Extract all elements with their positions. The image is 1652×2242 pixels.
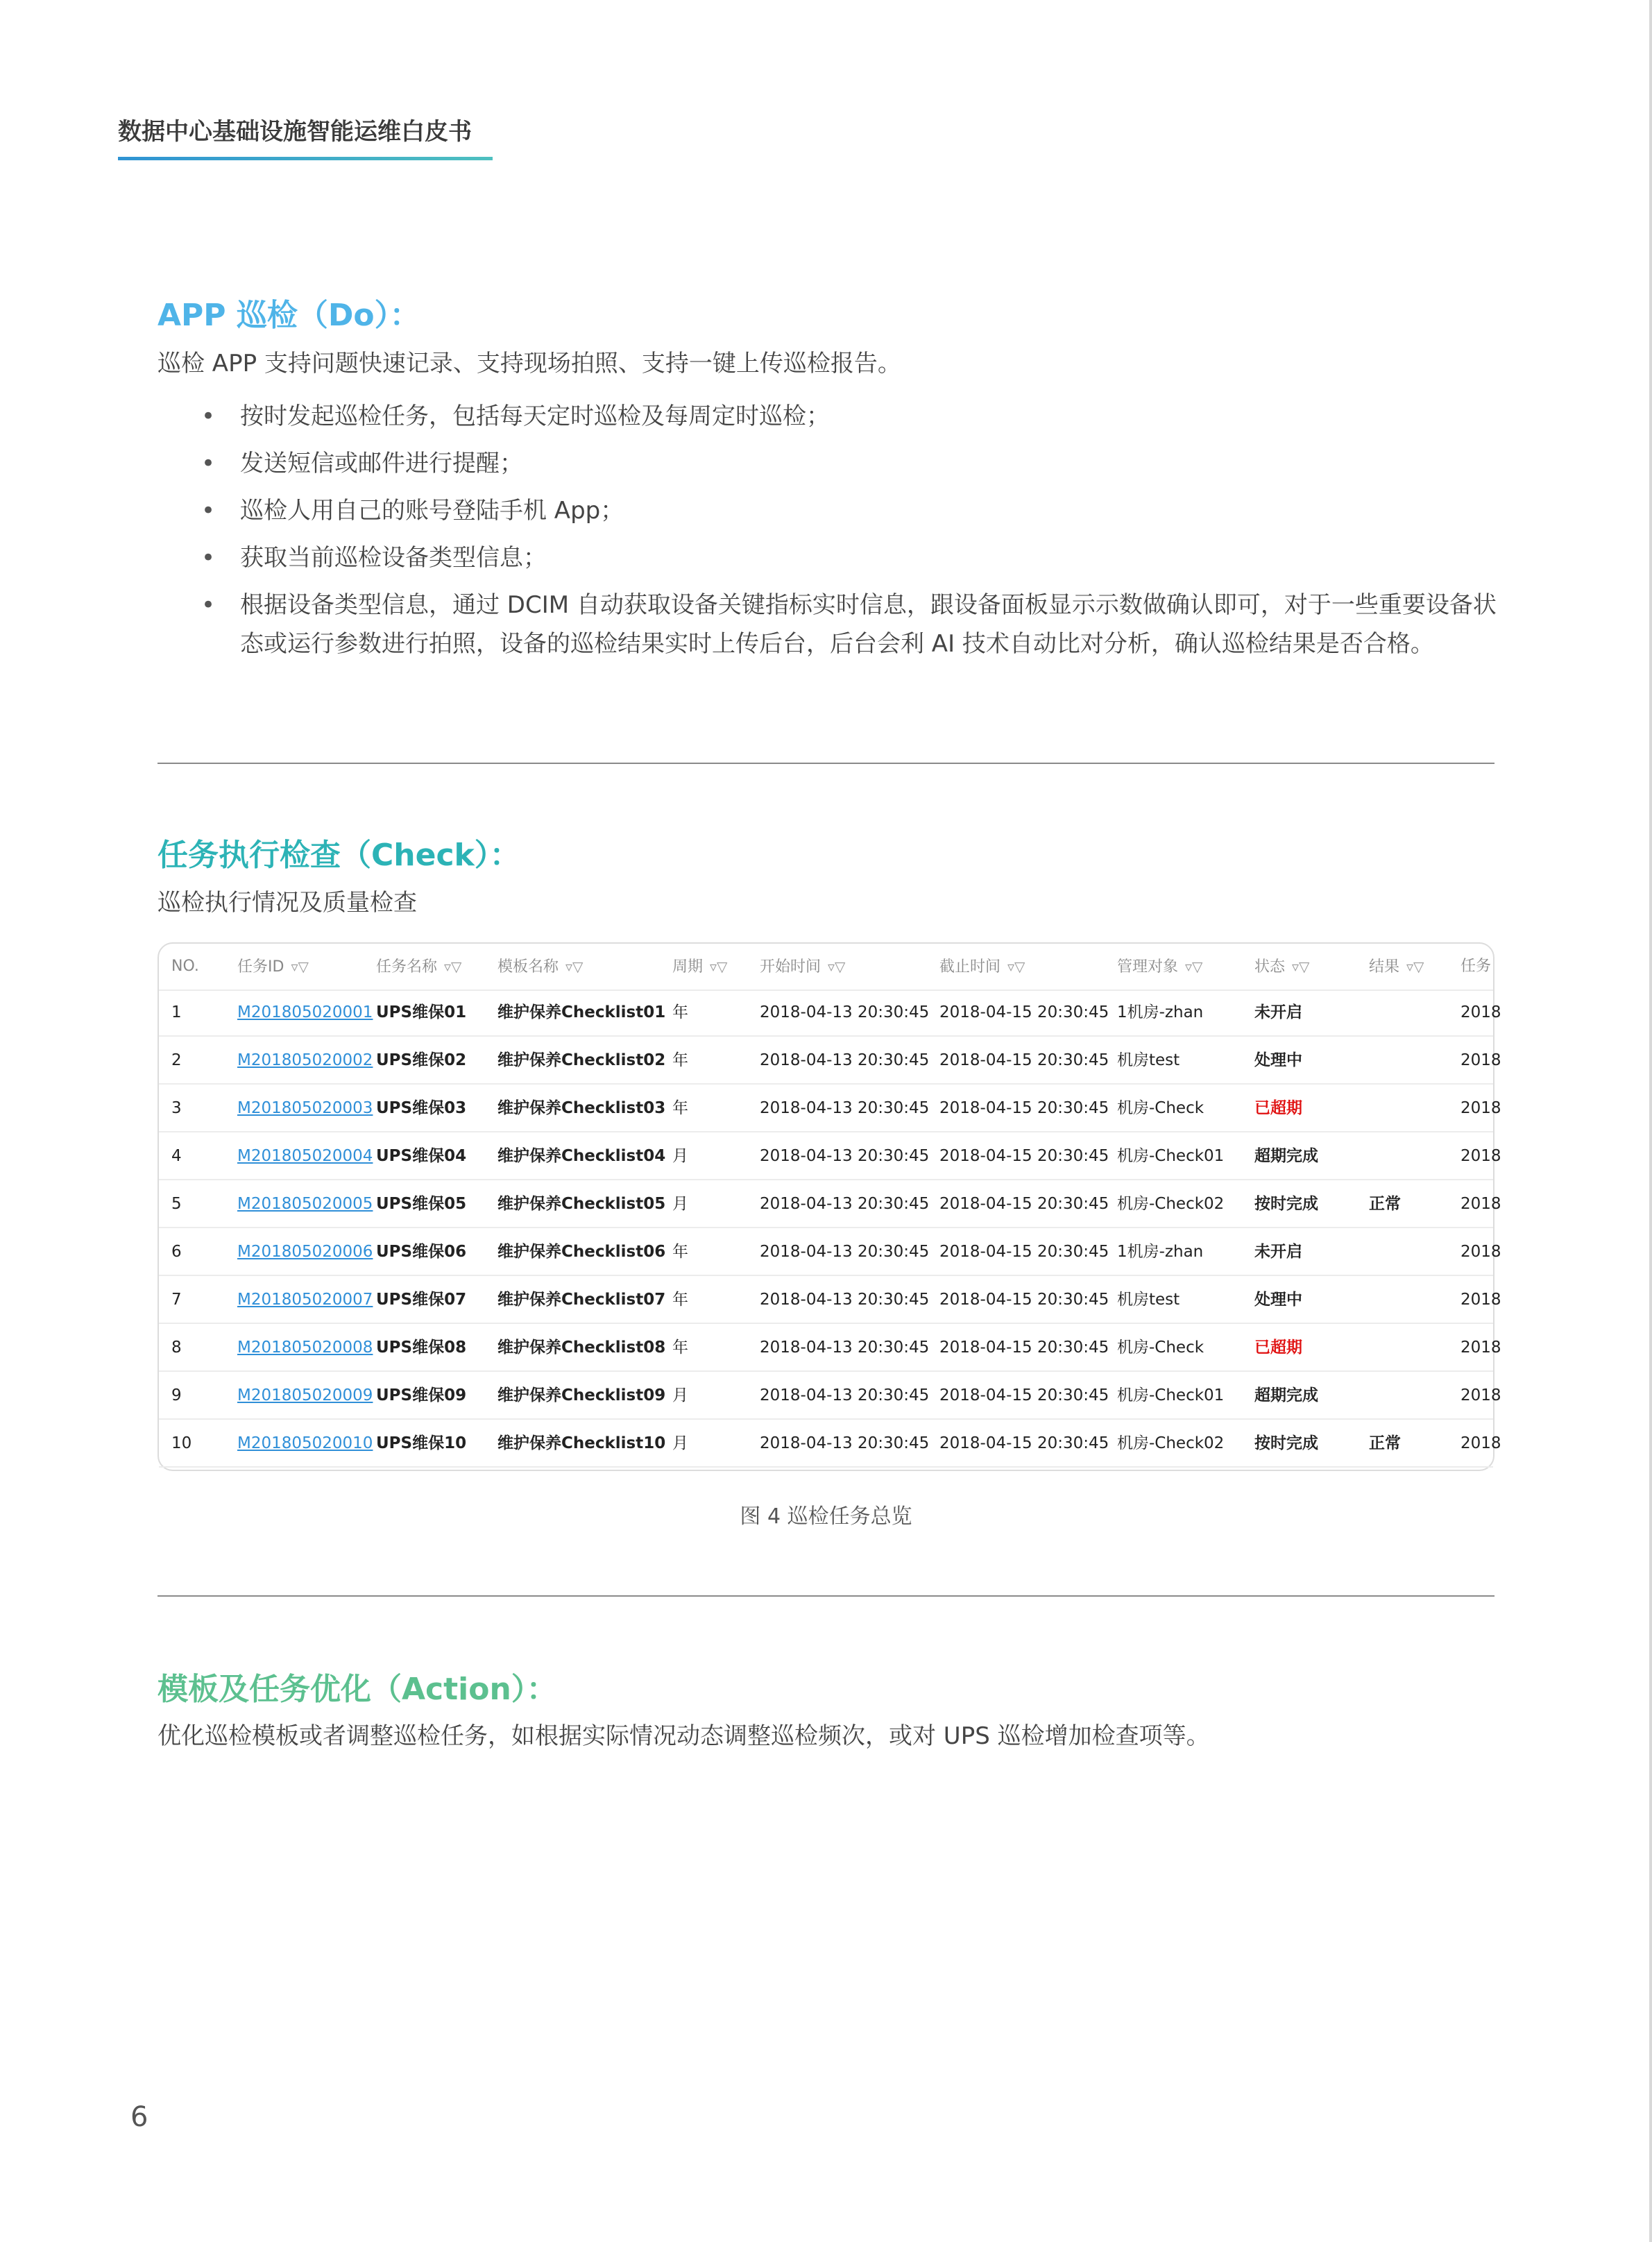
cell-template-name: 维护保养Checklist02 (497, 1051, 666, 1069)
cell-managed-object: 机房-Check02 (1117, 1434, 1225, 1452)
cell-task-id[interactable]: M201805020005 (237, 1195, 373, 1213)
table-row (159, 1325, 1501, 1372)
table-row (159, 990, 1501, 1037)
bullet-item: • 发送短信或邮件进行提醒； (201, 444, 1499, 483)
cell-task-extra: 2018 (1461, 1243, 1501, 1261)
task-table (157, 942, 1501, 1471)
cell-status: 超期完成 (1254, 1386, 1318, 1404)
table-row (159, 1133, 1501, 1180)
cell-task-extra: 2018 (1461, 1099, 1501, 1117)
cell-status: 处理中 (1254, 1291, 1302, 1309)
cell-cycle: 年 (672, 1099, 688, 1117)
cell-task-extra: 2018 (1461, 1291, 1501, 1309)
cell-managed-object: 1机房-zhan (1117, 1003, 1204, 1021)
do-intro: 巡检 APP 支持问题快速记录、支持现场拍照、支持一键上传巡检报告。 (157, 350, 901, 377)
filter-icon[interactable]: ▿▽ (710, 958, 728, 975)
filter-icon[interactable]: ▿▽ (1406, 958, 1424, 975)
cell-task-name: UPS维保01 (376, 1003, 467, 1021)
cell-no: 10 (171, 1434, 192, 1452)
cell-no: 3 (171, 1099, 182, 1117)
cell-end-time: 2018-04-15 20:30:45 (939, 1195, 1109, 1213)
cell-no: 9 (171, 1386, 182, 1404)
column-header-end-time[interactable] (939, 944, 1025, 990)
cell-no: 6 (171, 1243, 182, 1261)
cell-task-extra: 2018 (1461, 1339, 1501, 1357)
cell-task-id[interactable]: M201805020004 (237, 1147, 373, 1165)
cell-cycle: 月 (672, 1147, 688, 1165)
cell-task-id[interactable]: M201805020010 (237, 1434, 373, 1452)
cell-start-time: 2018-04-13 20:30:45 (760, 1147, 930, 1165)
bullet-item: • 巡检人用自己的账号登陆手机 App； (201, 491, 1499, 530)
cell-status: 已超期 (1254, 1339, 1302, 1357)
cell-managed-object: 机房-Check (1117, 1099, 1204, 1117)
cell-task-name: UPS维保06 (376, 1243, 467, 1261)
cell-managed-object: 1机房-zhan (1117, 1243, 1204, 1261)
cell-template-name: 维护保养Checklist05 (497, 1195, 666, 1213)
cell-no: 7 (171, 1291, 182, 1309)
cell-status: 已超期 (1254, 1099, 1302, 1117)
cell-no: 5 (171, 1195, 182, 1213)
cell-end-time: 2018-04-15 20:30:45 (939, 1434, 1109, 1452)
page-edge (1649, 0, 1652, 2242)
cell-status: 未开启 (1254, 1243, 1302, 1261)
cell-cycle: 年 (672, 1051, 688, 1069)
table-row (159, 1229, 1501, 1276)
cell-task-extra: 2018 (1461, 1195, 1501, 1213)
cell-task-name: UPS维保09 (376, 1386, 467, 1404)
column-label: 状态 (1254, 958, 1286, 976)
cell-cycle: 月 (672, 1434, 688, 1452)
cell-task-id[interactable]: M201805020002 (237, 1051, 373, 1069)
cell-task-extra: 2018 (1461, 1051, 1501, 1069)
cell-status: 未开启 (1254, 1003, 1302, 1021)
cell-result: 正常 (1369, 1195, 1401, 1213)
filter-icon[interactable]: ▿▽ (1185, 958, 1203, 975)
cell-template-name: 维护保养Checklist10 (497, 1434, 666, 1452)
figure-caption: 图 4 巡检任务总览 (740, 1504, 912, 1529)
table-row (159, 1181, 1501, 1228)
cell-no: 4 (171, 1147, 182, 1165)
cell-status: 超期完成 (1254, 1147, 1318, 1165)
cell-status: 按时完成 (1254, 1195, 1318, 1213)
column-label: 管理对象 (1117, 958, 1179, 976)
cell-cycle: 年 (672, 1291, 688, 1309)
column-header-cycle[interactable] (672, 944, 727, 990)
cell-start-time: 2018-04-13 20:30:45 (760, 1291, 930, 1309)
filter-icon[interactable]: ▿▽ (828, 958, 846, 975)
filter-icon[interactable]: ▿▽ (1292, 958, 1310, 975)
column-header-task-extra (1461, 944, 1491, 990)
cell-status: 按时完成 (1254, 1434, 1318, 1452)
cell-managed-object: 机房-Check (1117, 1339, 1204, 1357)
cell-start-time: 2018-04-13 20:30:45 (760, 1434, 930, 1452)
cell-end-time: 2018-04-15 20:30:45 (939, 1147, 1109, 1165)
cell-start-time: 2018-04-13 20:30:45 (760, 1099, 930, 1117)
cell-start-time: 2018-04-13 20:30:45 (760, 1339, 930, 1357)
action-intro: 优化巡检模板或者调整巡检任务，如根据实际情况动态调整巡检频次，或对 UPS 巡检增加检查项等。 (157, 1722, 1210, 1750)
column-header-task-name[interactable] (376, 944, 461, 990)
column-label: 开始时间 (760, 958, 821, 976)
cell-task-id[interactable]: M201805020001 (237, 1003, 373, 1021)
column-header-task-id[interactable] (237, 944, 309, 990)
do-bullet-list (201, 397, 1499, 672)
cell-template-name: 维护保养Checklist07 (497, 1291, 666, 1309)
cell-task-name: UPS维保07 (376, 1291, 467, 1309)
cell-template-name: 维护保养Checklist01 (497, 1003, 666, 1021)
table-row (159, 1037, 1501, 1085)
bullet-item: • 根据设备类型信息，通过 DCIM 自动获取设备关键指标实时信息，跟设备面板显示示数做确认即可，对于一些重要设备状态或运行参数进行拍照，设备的巡检结果实时上传后台，后台会利 AI 技术自动比对分析，确认巡检结果是否合格。 (201, 586, 1499, 663)
bullet-item: • 获取当前巡检设备类型信息； (201, 538, 1499, 577)
cell-start-time: 2018-04-13 20:30:45 (760, 1051, 930, 1069)
cell-task-extra: 2018 (1461, 1003, 1501, 1021)
cell-managed-object: 机房test (1117, 1291, 1180, 1309)
cell-template-name: 维护保养Checklist04 (497, 1147, 666, 1165)
cell-task-name: UPS维保03 (376, 1099, 467, 1117)
cell-cycle: 年 (672, 1339, 688, 1357)
cell-template-name: 维护保养Checklist06 (497, 1243, 666, 1261)
cell-start-time: 2018-04-13 20:30:45 (760, 1386, 930, 1404)
page-number: 6 (130, 2101, 148, 2133)
cell-managed-object: 机房-Check01 (1117, 1386, 1225, 1404)
filter-icon[interactable]: ▿▽ (565, 958, 584, 975)
cell-task-extra: 2018 (1461, 1147, 1501, 1165)
column-label: 任务名称 (376, 958, 438, 976)
cell-task-name: UPS维保02 (376, 1051, 467, 1069)
check-heading: 任务执行检查（Check）： (157, 838, 520, 873)
column-label: 周期 (672, 958, 704, 976)
cell-start-time: 2018-04-13 20:30:45 (760, 1243, 930, 1261)
filter-icon[interactable]: ▿▽ (291, 958, 309, 975)
column-label: NO. (171, 958, 199, 975)
cell-managed-object: 机房-Check01 (1117, 1147, 1225, 1165)
cell-task-id[interactable]: M201805020009 (237, 1386, 373, 1404)
cell-task-id[interactable]: M201805020007 (237, 1291, 373, 1309)
cell-end-time: 2018-04-15 20:30:45 (939, 1099, 1109, 1117)
header-underline (118, 157, 493, 160)
cell-template-name: 维护保养Checklist09 (497, 1386, 666, 1404)
section-divider (157, 763, 1495, 764)
column-label: 截止时间 (939, 958, 1001, 976)
cell-task-id[interactable]: M201805020008 (237, 1339, 373, 1357)
cell-cycle: 年 (672, 1003, 688, 1021)
cell-managed-object: 机房test (1117, 1051, 1180, 1069)
column-header-template-name[interactable] (497, 944, 583, 990)
check-intro: 巡检执行情况及质量检查 (157, 889, 417, 917)
cell-status: 处理中 (1254, 1051, 1302, 1069)
cell-task-name: UPS维保10 (376, 1434, 467, 1452)
column-header-status[interactable] (1254, 944, 1309, 990)
cell-result: 正常 (1369, 1434, 1401, 1452)
cell-start-time: 2018-04-13 20:30:45 (760, 1003, 930, 1021)
cell-no: 8 (171, 1339, 182, 1357)
do-heading: APP 巡检（Do）： (157, 298, 420, 333)
cell-cycle: 月 (672, 1386, 688, 1404)
cell-task-name: UPS维保05 (376, 1195, 467, 1213)
column-header-start-time[interactable] (760, 944, 845, 990)
column-label: 模板名称 (497, 958, 559, 976)
table-row (159, 1085, 1501, 1132)
column-header-no (171, 944, 199, 990)
action-heading: 模板及任务优化（Action）： (157, 1672, 557, 1707)
cell-managed-object: 机房-Check02 (1117, 1195, 1225, 1213)
cell-cycle: 月 (672, 1195, 688, 1213)
bullet-item: • 按时发起巡检任务，包括每天定时巡检及每周定时巡检； (201, 397, 1499, 436)
column-header-managed-object[interactable] (1117, 944, 1202, 990)
table-row (159, 1277, 1501, 1324)
cell-end-time: 2018-04-15 20:30:45 (939, 1339, 1109, 1357)
filter-icon[interactable]: ▿▽ (444, 958, 462, 975)
column-label: 结果 (1369, 958, 1400, 976)
cell-task-name: UPS维保08 (376, 1339, 467, 1357)
cell-no: 2 (171, 1051, 182, 1069)
table-header-row (159, 944, 1493, 991)
cell-start-time: 2018-04-13 20:30:45 (760, 1195, 930, 1213)
cell-end-time: 2018-04-15 20:30:45 (939, 1051, 1109, 1069)
column-label: 任务 (1461, 958, 1492, 975)
filter-icon[interactable]: ▿▽ (1007, 958, 1025, 975)
running-header: 数据中心基础设施智能运维白皮书 (118, 118, 472, 146)
cell-template-name: 维护保养Checklist03 (497, 1099, 666, 1117)
column-header-result[interactable] (1369, 944, 1424, 990)
cell-end-time: 2018-04-15 20:30:45 (939, 1291, 1109, 1309)
section-divider (157, 1595, 1495, 1597)
cell-task-name: UPS维保04 (376, 1147, 467, 1165)
cell-task-id[interactable]: M201805020006 (237, 1243, 373, 1261)
cell-end-time: 2018-04-15 20:30:45 (939, 1386, 1109, 1404)
cell-end-time: 2018-04-15 20:30:45 (939, 1243, 1109, 1261)
cell-task-extra: 2018 (1461, 1386, 1501, 1404)
cell-cycle: 年 (672, 1243, 688, 1261)
cell-task-id[interactable]: M201805020003 (237, 1099, 373, 1117)
column-label: 任务ID (237, 958, 284, 976)
cell-template-name: 维护保养Checklist08 (497, 1339, 666, 1357)
table-row (159, 1420, 1501, 1468)
table-row (159, 1373, 1501, 1420)
cell-no: 1 (171, 1003, 182, 1021)
cell-end-time: 2018-04-15 20:30:45 (939, 1003, 1109, 1021)
cell-task-extra: 2018 (1461, 1434, 1501, 1452)
